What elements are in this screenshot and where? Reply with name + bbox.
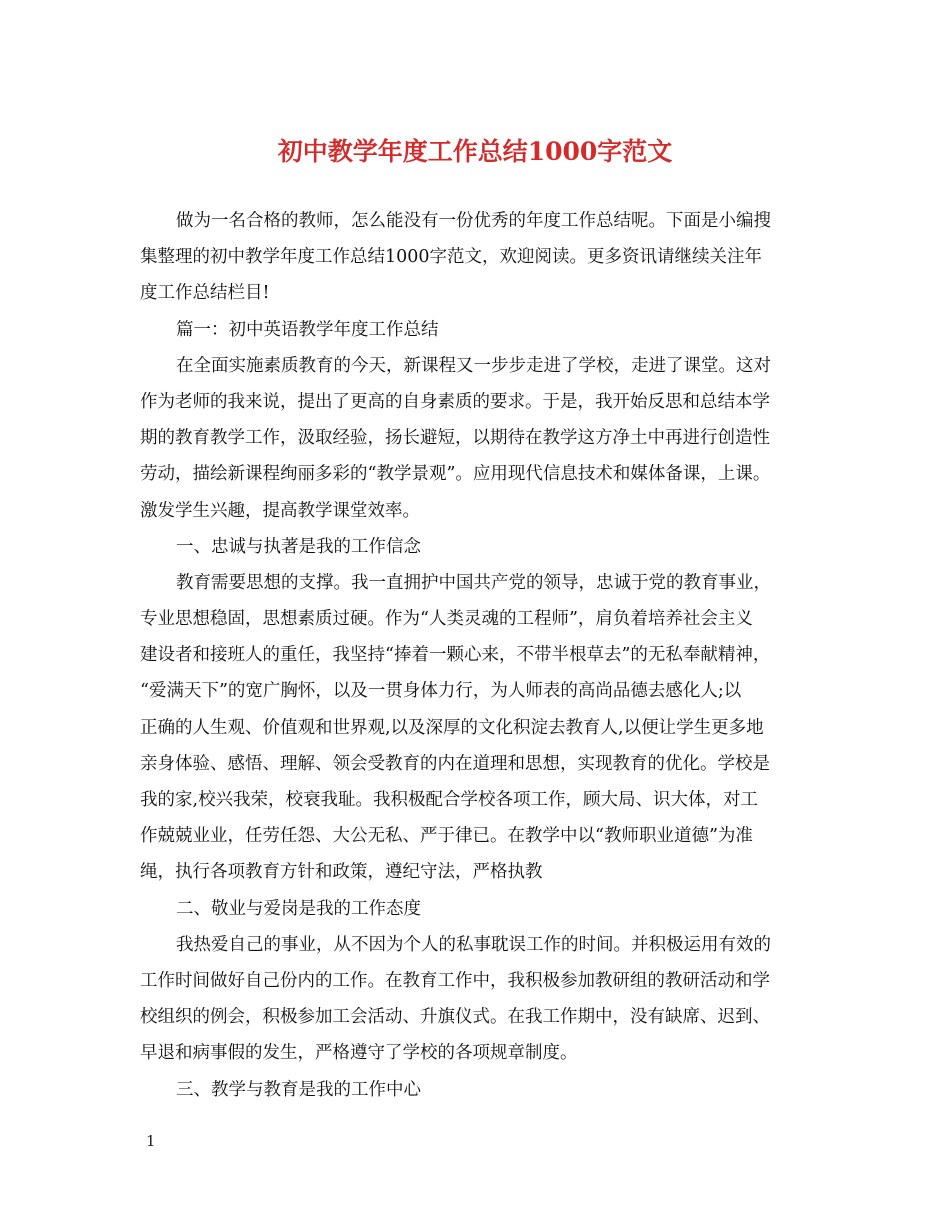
paragraph-line: 劳动，描绘新课程绚丽多彩的“教学景观”。应用现代信息技术和媒体备课，上课。 bbox=[140, 464, 771, 485]
paragraph-line: 集整理的初中教学年度工作总结1000字范文，欢迎阅读。更多资讯请继续关注年 bbox=[140, 247, 763, 268]
section-heading: 篇一：初中英语教学年度工作总结 bbox=[176, 319, 439, 340]
document-title: 初中教学年度工作总结1000字范文 bbox=[277, 137, 673, 166]
paragraph-line: 作兢兢业业，任劳任怨、大公无私、严于律已。在教学中以“教师职业道德”为准 bbox=[140, 826, 753, 847]
paragraph-line: 激发学生兴趣，提高教学课堂效率。 bbox=[140, 500, 420, 521]
page-number: 1 bbox=[146, 1132, 156, 1150]
paragraph-line: 我热爱自己的事业，从不因为个人的私事耽误工作的时间。并积极运用有效的 bbox=[176, 934, 771, 955]
section-heading: 一、忠诚与执著是我的工作信念 bbox=[176, 536, 421, 557]
paragraph-line: 教育需要思想的支撑。我一直拥护中国共产党的领导，忠诚于党的教育事业， bbox=[176, 572, 771, 593]
document-body bbox=[140, 203, 830, 1108]
paragraph-line: 在全面实施素质教育的今天，新课程又一步步走进了学校，走进了课堂。这对 bbox=[176, 355, 771, 376]
paragraph-line: 建设者和接班人的重任，我坚持“捧着一颗心来，不带半根草去”的无私奉献精神， bbox=[140, 645, 771, 666]
section-heading: 二、敬业与爱岗是我的工作态度 bbox=[176, 898, 421, 919]
paragraph-line: 专业思想稳固，思想素质过硬。作为“人类灵魂的工程师”，肩负着培养社会主义 bbox=[140, 609, 753, 630]
paragraph-line: 早退和病事假的发生，严格遵守了学校的各项规章制度。 bbox=[140, 1043, 578, 1064]
paragraph-line: 期的教育教学工作，汲取经验，扬长避短，以期待在教学这方净土中再进行创造性 bbox=[140, 428, 770, 449]
paragraph-line: 作为老师的我来说，提出了更高的自身素质的要求。于是，我开始反思和总结本学 bbox=[140, 391, 770, 412]
paragraph-line: 绳，执行各项教育方针和政策，遵纪守法，严格执教 bbox=[140, 862, 543, 883]
section-heading: 三、教学与教育是我的工作中心 bbox=[176, 1079, 421, 1100]
paragraph-line: 正确的人生观、价值观和世界观,以及深厚的文化积淀去教育人,以便让学生更多地 bbox=[140, 717, 764, 738]
paragraph-line: 我的家,校兴我荣，校衰我耻。我积极配合学校各项工作，顾大局、识大体，对工 bbox=[140, 790, 759, 810]
paragraph-line: “爱满天下”的宽广胸怀，以及一贯身体力行，为人师表的高尚品德去感化人;以 bbox=[140, 681, 742, 702]
paragraph-line: 度工作总结栏目! bbox=[140, 283, 270, 304]
paragraph-line: 做为一名合格的教师，怎么能没有一份优秀的年度工作总结呢。下面是小编搜 bbox=[176, 211, 771, 231]
paragraph-line: 工作时间做好自己份内的工作。在教育工作中，我积极参加教研组的教研活动和学 bbox=[140, 970, 770, 991]
paragraph-line: 亲身体验、感悟、理解、领会受教育的内在道理和思想，实现教育的优化。学校是 bbox=[140, 753, 770, 774]
paragraph-line: 校组织的例会，积极参加工会活动、升旗仪式。在我工作期中，没有缺席、迟到、 bbox=[140, 1007, 770, 1028]
